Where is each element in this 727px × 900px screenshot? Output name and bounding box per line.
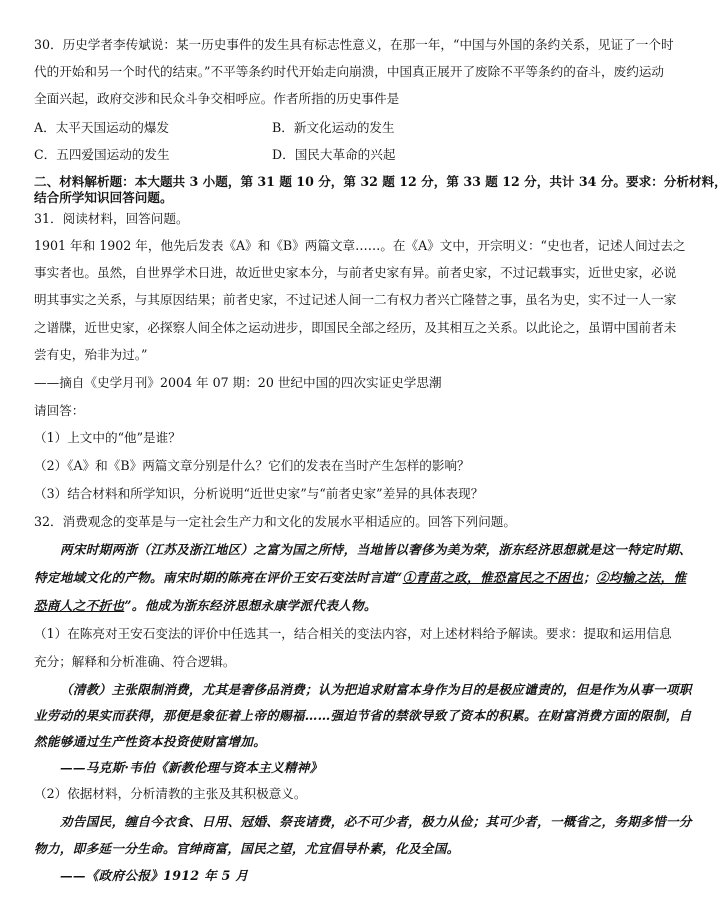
q32-heading: 32．消费观念的变革是与一定社会生产力和文化的发展水平相适应的。回答下列问题。 [34,514,516,529]
q31-ask-label: 请回答： [34,403,85,418]
q32-material-3-line-1: 劝告国民，缠自今衣食、日用、冠婚、祭丧诸费，必不可少者，极力从俭；其可少者，一概省之，务期多惜一分 [60,814,692,829]
q31-material-line-2: 事实者也。虽然，自世界学术日进，故近世史家本分，与前者史家有异。前者史家，不过记载事实，近世史家，必说 [34,265,677,280]
q32-material-1-line-3-tail: ”。他成为浙东经济思想永康学派代表人物。 [124,598,377,613]
q31-subquestion-3: （3）结合材料和所学知识，分析说明“近世史家”与“前者史家”差异的具体表现？ [34,486,484,501]
q32-quote-junshu-start: ②均输之法，惟 [596,570,687,585]
q32-material-1-line-1: 两宋时期两浙（江苏及浙江地区）之富为国之所恃，当地皆以奢侈为美为荣，浙东经济思想就是这一特定时期、 [60,542,692,557]
q32-material-1-line-3 [34,598,664,614]
q31-material-line-1: 1901 年和 1902 年，他先后发表《A》和《B》两篇文章……。在《A》文中，开宗明义：“史也者，记述人间过去之 [34,238,686,253]
q30-stem-line-2: 代的开始和另一个时代的结束。”不平等条约时代开始走向崩溃，中国真正展开了废除不平等条约的奋斗，废约运动 [34,64,664,79]
q31-material-line-4: 之谱牒，近世史家，必探察人间全体之运动进步，即国民全部之经历，及其相互之关系。以此论之，虽谓中国前者未 [34,320,677,335]
q31-material-line-3: 明其事实之关系，与其原因结果；前者史家，不过记述人间一二有权力者兴亡隆替之事，虽名为史，实不过一人一家 [34,292,677,307]
q31-heading: 31．阅读材料，回答问题。 [34,211,189,226]
q32-material-2-source: ——马克斯·韦伯《新教伦理与资本主义精神》 [60,760,323,775]
q32-subquestion-1-line-1: （1）在陈亮对王安石变法的评价中任选其一，结合相关的变法内容，对上述材料给予解读。要求：提取和运用信息 [34,626,672,641]
q30-option-a[interactable]: A．太平天国运动的爆发 [34,120,170,135]
q32-material-1-line-2 [34,570,687,586]
q32-quote-separator: ； [583,570,596,585]
q32-material-2-line-1: （清教）主张限制消费，尤其是奢侈品消费；认为把追求财富本身作为目的是极应谴责的，但是作为从事一项职 [60,682,692,697]
q32-quote-qingmiao: ①青苗之政，惟恐富民之不困也 [402,570,584,585]
q32-subquestion-1-line-2: 充分；解释和分析准确、符合逻辑。 [34,654,236,669]
q30-option-c[interactable]: C．五四爱国运动的发生 [34,147,170,162]
q31-material-line-5: 尝有史，殆非为过。” [34,347,148,362]
q32-material-3-line-2: 物力，即多延一分生命。官绅商富，国民之望，尤宜倡导朴素，化及全国。 [34,841,460,856]
q32-material-2-line-3: 然能够通过生产性资本投资使财富增加。 [34,734,267,749]
q30-stem-line-1: 30．历史学者李传斌说：某一历史事件的发生具有标志性意义，在那一年，“中国与外国的条约关系，见证了一个时 [34,37,674,52]
q32-material-3-source: ——《政府公报》1912 年 5 月 [60,868,249,883]
q30-stem-line-3: 全面兴起，政府交涉和民众斗争交相呼应。作者所指的历史事件是 [34,91,400,106]
q32-quote-junshu-end: 恐商人之不折也 [34,598,125,613]
q30-option-b[interactable]: B．新文化运动的发生 [272,120,395,135]
q31-subquestion-1: （1）上文中的“他”是谁？ [34,430,181,445]
q32-subquestion-2: （2）依据材料，分析清教的主张及其积极意义。 [34,786,307,801]
q31-subquestion-2: （2）《A》和《B》两篇文章分别是什么？它们的发表在当时产生怎样的影响？ [34,458,470,473]
q32-material-2-line-2: 业劳动的果实而获得，那便是象征着上帝的赐福……强迫节省的禁欲导致了资本的积累。在财富消费方面的限制，自 [34,708,692,723]
q32-material-1-line-2-lead: 特定地域文化的产物。南宋时期的陈亮在评价王安石变法时言道“ [34,570,403,585]
q31-material-source: ——摘自《史学月刊》2004 年 07 期：20 世纪中国的四次实证史学思潮 [34,375,442,390]
section-2-heading-line-2: 结合所学知识回答问题。 [34,190,173,205]
section-2-heading-line-1: 二、材料解析题：本大题共 3 小题，第 31 题 10 分，第 32 题 12 分，第 33 题 12 分，共计 34 分。要求：分析材料， [34,174,727,189]
q30-option-d[interactable]: D．国民大革命的兴起 [272,147,396,162]
